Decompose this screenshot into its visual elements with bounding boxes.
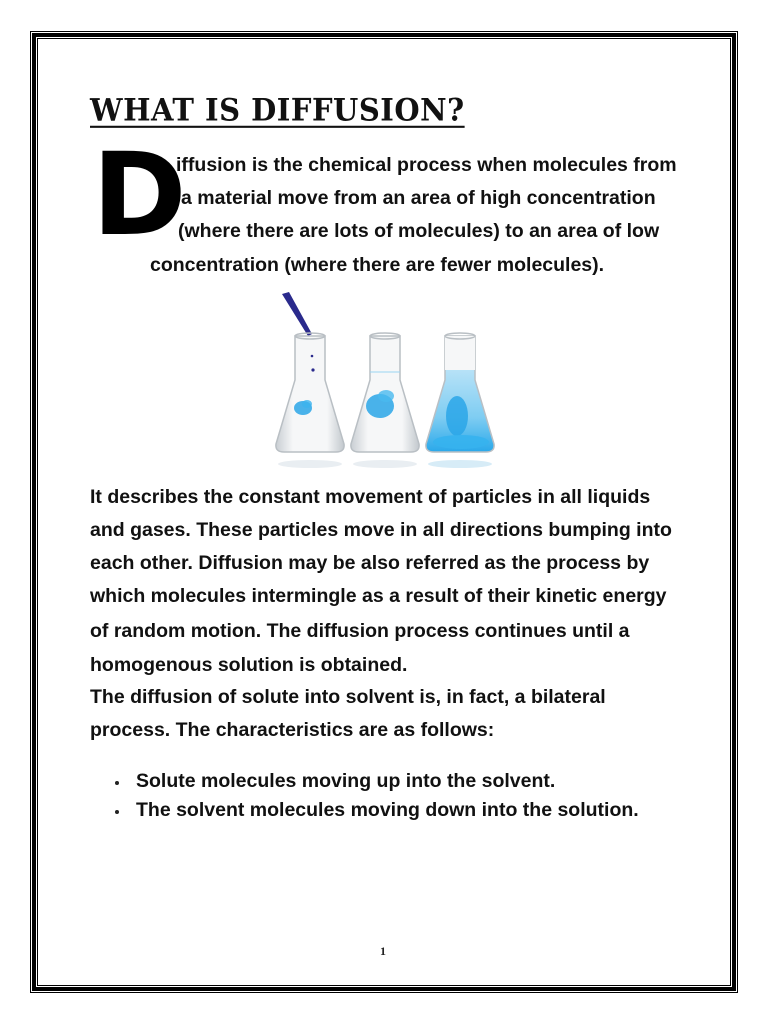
body-line-3: each other. Diffusion may be also referred as the process by	[90, 552, 650, 574]
list-item	[110, 770, 639, 799]
list-item	[110, 799, 639, 828]
body-line-6: homogenous solution is obtained.	[90, 654, 408, 676]
flask-1	[276, 333, 344, 468]
body-line-4: which molecules intermingle as a result of their kinetic energy	[90, 585, 667, 607]
bullet-icon	[115, 781, 119, 785]
body-line-2: and gases. These particles move in all directions bumping into	[90, 519, 672, 541]
intro-line-4: concentration (where there are fewer molecules).	[150, 254, 605, 276]
list-item-text: Solute molecules moving up into the solvent.	[136, 770, 556, 792]
body-line-1: It describes the constant movement of particles in all liquids	[90, 486, 651, 508]
intro-line-2: a material move from an area of high concentration	[181, 187, 656, 209]
body-line-7: The diffusion of solute into solvent is, in fact, a bilateral	[90, 686, 606, 708]
body-line-5: of random motion. The diffusion process continues until a	[90, 620, 630, 642]
drop-cap: D	[92, 128, 187, 261]
characteristics-list	[110, 770, 639, 828]
flask-3	[426, 333, 494, 468]
intro-line-3: (where there are lots of molecules) to an area of low	[178, 220, 660, 242]
list-item-text: The solvent molecules moving down into the solution.	[136, 799, 639, 821]
flasks-diffusion-illustration	[262, 292, 498, 470]
bullet-icon	[115, 810, 119, 814]
body-line-8: process. The characteristics are as follows:	[90, 719, 495, 741]
page-title: WHAT IS DIFFUSION?	[90, 92, 465, 128]
flask-2	[351, 333, 419, 468]
intro-line-1: iffusion is the chemical process when molecules from	[176, 154, 677, 176]
page-number: 1	[380, 944, 386, 958]
